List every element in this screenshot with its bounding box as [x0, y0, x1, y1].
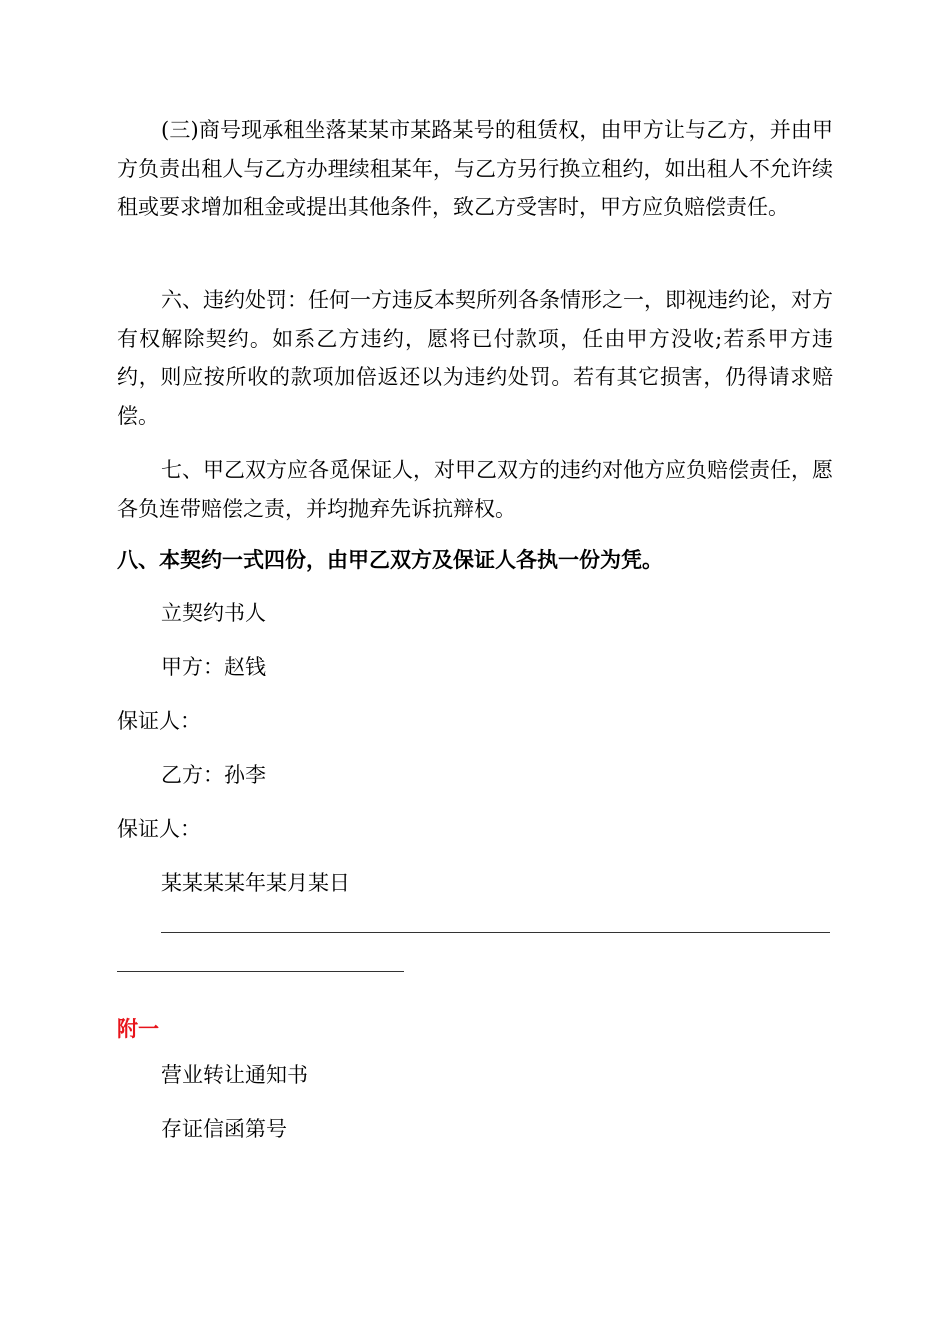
clause-8-heading: 八、本契约一式四份，由甲乙双方及保证人各执一份为凭。	[117, 548, 663, 572]
guarantor-2-line: 保证人：	[117, 817, 201, 841]
clause-6-paragraph: 六、违约处罚：任何一方违反本契所列各条情形之一，即视违约论，对方有权解除契约。如系乙方违约，愿将已付款项，任由甲方没收;若系甲方违约，则应按所收的款项加倍返还以为违约处罚。若有其它损害，仍得请求赔偿。	[117, 288, 833, 428]
appendix-heading: 附一	[117, 1017, 159, 1041]
separator-rule-line-2	[117, 971, 404, 972]
date-line: 某某某某年某月某日	[161, 871, 350, 895]
separator-rule-line-1	[161, 932, 830, 933]
appendix-item-certified-letter: 存证信函第号	[161, 1117, 287, 1141]
party-a-line: 甲方：赵钱	[161, 655, 266, 679]
party-b-line: 乙方：孙李	[161, 763, 266, 787]
signatories-title: 立契约书人	[161, 601, 266, 625]
clause-3-paragraph: (三)商号现承租坐落某某市某路某号的租赁权，由甲方让与乙方，并由甲方负责出租人与乙方办理续租某年，与乙方另行换立租约，如出租人不允许续租或要求增加租金或提出其他条件，致乙方受害时，甲方应负赔偿责任。	[117, 118, 833, 219]
guarantor-1-line: 保证人：	[117, 709, 201, 733]
appendix-item-transfer-notice: 营业转让通知书	[161, 1063, 308, 1087]
clause-7-paragraph: 七、甲乙双方应各觅保证人，对甲乙双方的违约对他方应负赔偿责任，愿各负连带赔偿之责，并均抛弃先诉抗辩权。	[117, 458, 833, 521]
